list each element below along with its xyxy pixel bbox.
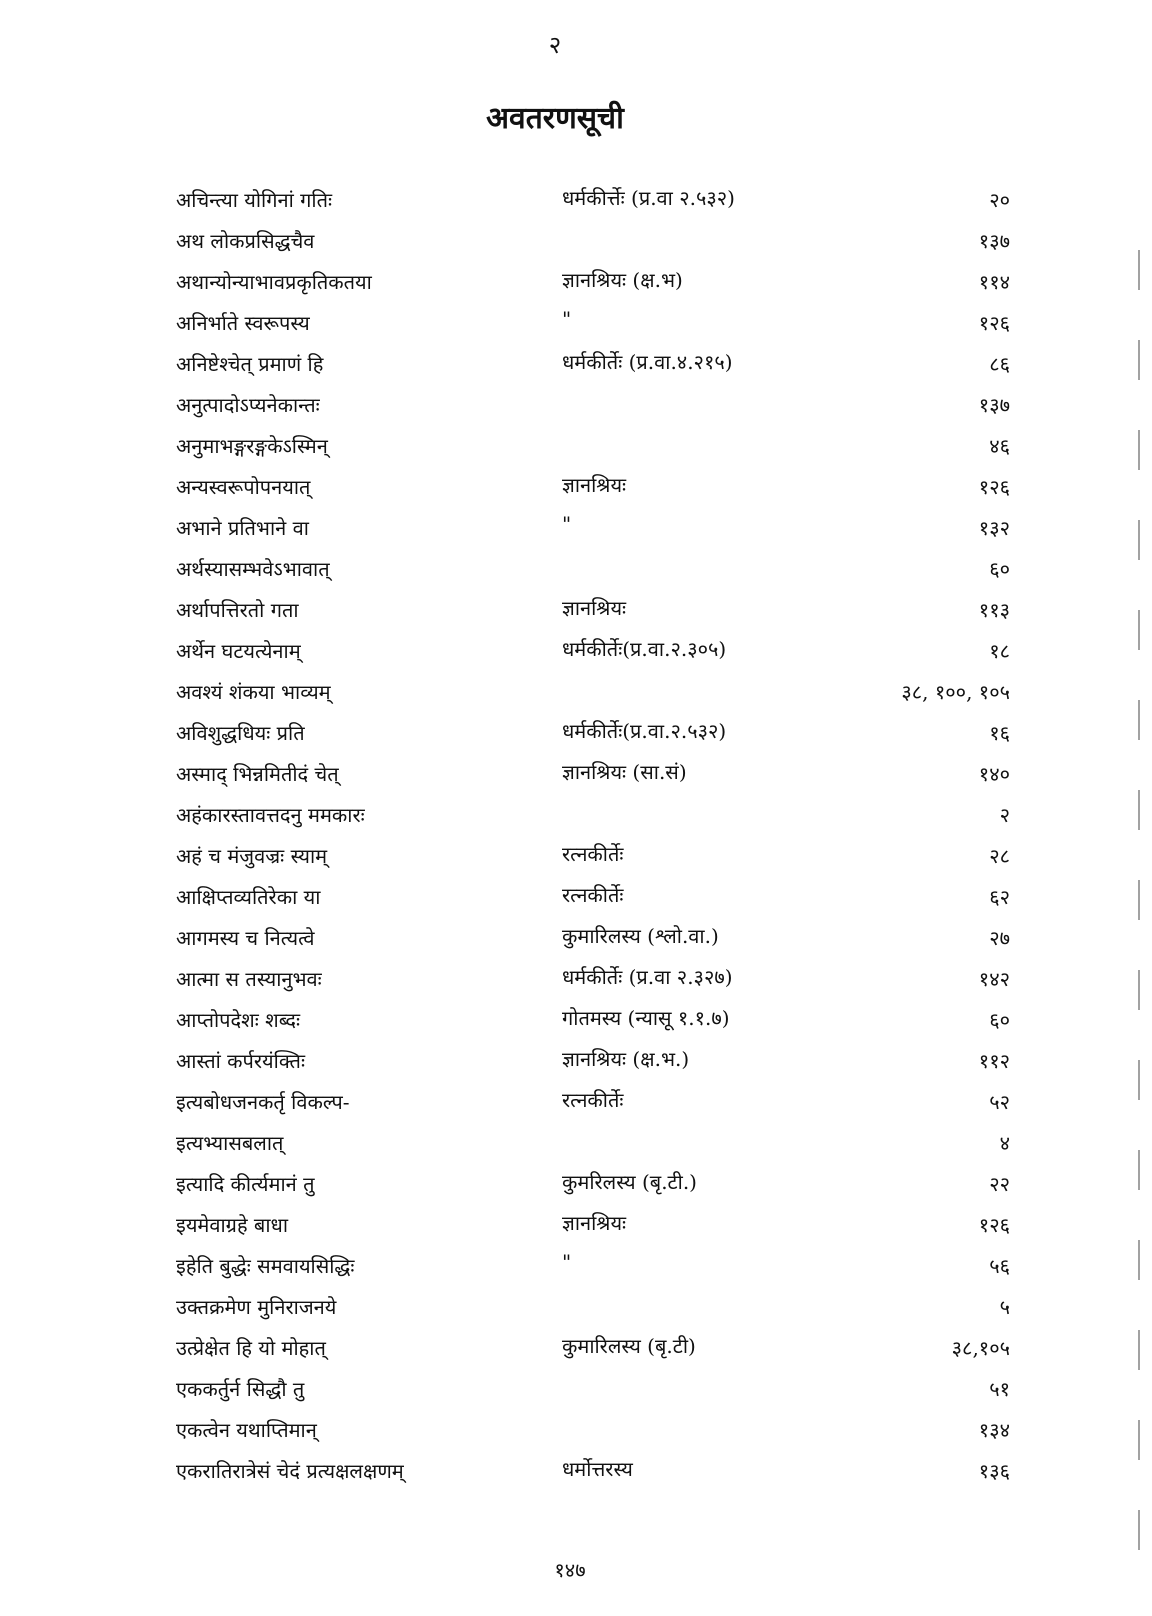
page-reference: २०	[989, 188, 1010, 212]
list-item	[0, 227, 1152, 268]
quotation-text: अस्माद् भिन्नमितीदं चेत्	[176, 762, 339, 786]
quotation-text: उक्तक्रमेण मुनिराजनये	[176, 1295, 337, 1319]
quotation-text: इत्यादि कीर्त्यमानं तु	[176, 1172, 315, 1196]
quotation-source: धर्मकीर्तेः (प्र.वा २.३२७)	[562, 965, 733, 989]
list-item	[0, 1170, 1152, 1211]
quotation-text: अथ लोकप्रसिद्धचैव	[176, 229, 315, 253]
page-reference: १३७	[978, 393, 1010, 417]
quotation-text: अनिष्टेश्चेत् प्रमाणं हि	[176, 352, 324, 376]
page-reference: १३६	[978, 1459, 1010, 1483]
list-item	[0, 1334, 1152, 1375]
page-reference: ५	[999, 1295, 1010, 1319]
quotation-text: एककर्तुर्न सिद्धौ तु	[176, 1377, 305, 1401]
page-reference: ४	[999, 1131, 1010, 1155]
list-item	[0, 760, 1152, 801]
quotation-source: धर्मकीर्तेः(प्र.वा.२.५३२)	[562, 719, 727, 743]
quotation-source: रत्नकीर्तेः	[562, 1088, 624, 1112]
page-reference: १३२	[978, 516, 1010, 540]
quotation-source: कुमारिलस्य (श्लो.वा.)	[562, 924, 719, 948]
list-item	[0, 883, 1152, 924]
quotation-source: "	[562, 512, 572, 536]
page-reference: २८	[989, 844, 1010, 868]
list-item	[0, 596, 1152, 637]
list-item	[0, 350, 1152, 391]
quotation-text: आप्तोपदेशः शब्दः	[176, 1008, 301, 1032]
quotation-text: आगमस्य च नित्यत्वे	[176, 926, 315, 950]
quotation-source: कुमरिलस्य (बृ.टी.)	[562, 1170, 697, 1194]
page-reference: ८६	[989, 352, 1010, 376]
list-item	[0, 473, 1152, 514]
quotation-text: उत्प्रेक्षेत हि यो मोहात्	[176, 1336, 326, 1360]
page-reference: ११३	[978, 598, 1010, 622]
quotation-source: गोतमस्य (न्यासू १.१.७)	[562, 1006, 730, 1030]
list-item	[0, 1252, 1152, 1293]
page-reference: १३४	[978, 1418, 1010, 1442]
page-reference: १२६	[978, 1213, 1010, 1237]
quotation-source: ज्ञानश्रियः (क्ष.भ)	[562, 268, 683, 292]
quotation-text: अथान्योन्याभावप्रकृतिकतया	[176, 270, 372, 294]
quotation-text: इहेति बुद्धेः समवायसिद्धिः	[176, 1254, 355, 1278]
quotation-text: अवश्यं शंकया भाव्यम्	[176, 680, 331, 704]
page-reference: २२	[989, 1172, 1010, 1196]
quotation-source: धर्मकीर्त्तेः (प्र.वा २.५३२)	[562, 186, 735, 210]
quotation-source: धर्मोत्तरस्य	[562, 1457, 633, 1481]
list-item	[0, 1211, 1152, 1252]
quotation-source: ज्ञानश्रियः	[562, 1211, 627, 1235]
list-item	[0, 1375, 1152, 1416]
page-reference: ५१	[989, 1377, 1010, 1401]
page-reference: ११२	[978, 1049, 1010, 1073]
quotation-source: धर्मकीर्तेः (प्र.वा.४.२१५)	[562, 350, 733, 374]
list-item	[0, 719, 1152, 760]
quotation-source: रत्नकीर्तेः	[562, 842, 624, 866]
list-item	[0, 1088, 1152, 1129]
quotation-source: ज्ञानश्रियः	[562, 596, 627, 620]
page-reference: १२६	[978, 311, 1010, 335]
page-reference: ३८,१०५	[951, 1336, 1010, 1360]
list-item	[0, 637, 1152, 678]
quotation-text: आस्तां कर्परयंक्तिः	[176, 1049, 305, 1073]
page-reference: १४०	[978, 762, 1010, 786]
list-item	[0, 309, 1152, 350]
quotation-source: "	[562, 1250, 572, 1274]
quotation-text: आत्मा स तस्यानुभवः	[176, 967, 322, 991]
list-item	[0, 1129, 1152, 1170]
list-item	[0, 1457, 1152, 1498]
quotation-text: अनुमाभङ्गरङ्गकेऽस्मिन्	[176, 434, 328, 458]
quotation-text: इत्यबोधजनकर्तृ विकल्प-	[176, 1090, 350, 1114]
quotation-text: आक्षिप्तव्यतिरेका या	[176, 885, 321, 909]
quotation-source: रत्नकीर्तेः	[562, 883, 624, 907]
page-reference: ५२	[989, 1090, 1010, 1114]
list-item	[0, 186, 1152, 227]
quotation-text: अन्यस्वरूपोपनयात्	[176, 475, 311, 499]
list-item	[0, 268, 1152, 309]
quotation-text: इयमेवाग्रहे बाधा	[176, 1213, 289, 1237]
list-item	[0, 965, 1152, 1006]
page-reference: १८	[989, 639, 1010, 663]
quotation-index-list	[0, 186, 1152, 1498]
list-item	[0, 678, 1152, 719]
quotation-source: धर्मकीर्तेः(प्र.वा.२.३०५)	[562, 637, 727, 661]
quotation-source: ज्ञानश्रियः (सा.सं)	[562, 760, 687, 784]
page-reference: १२६	[978, 475, 1010, 499]
quotation-text: अभाने प्रतिभाने वा	[176, 516, 309, 540]
list-item	[0, 924, 1152, 965]
quotation-text: अनुत्पादोऽप्यनेकान्तः	[176, 393, 320, 417]
quotation-text: अहं च मंजुवज्रः स्याम्	[176, 844, 328, 868]
page-reference: १६	[989, 721, 1010, 745]
list-item	[0, 1293, 1152, 1334]
list-item	[0, 432, 1152, 473]
page-reference: ११४	[978, 270, 1010, 294]
page-title: अवतरणसूची	[486, 101, 624, 136]
page-reference: १४२	[978, 967, 1010, 991]
list-item	[0, 1006, 1152, 1047]
page-reference: ४६	[989, 434, 1010, 458]
list-item	[0, 801, 1152, 842]
page-reference: ६०	[989, 1008, 1010, 1032]
page-reference: २७	[989, 926, 1010, 950]
list-item	[0, 1047, 1152, 1088]
list-item	[0, 391, 1152, 432]
quotation-source: ज्ञानश्रियः (क्ष.भ.)	[562, 1047, 690, 1071]
page-reference: ६२	[989, 885, 1010, 909]
page-reference: ६०	[989, 557, 1010, 581]
page-reference: ३८, १००, १०५	[901, 680, 1010, 704]
quotation-text: अहंकारस्तावत्तदनु ममकारः	[176, 803, 365, 827]
bottom-page-number: १४७	[554, 1558, 586, 1582]
page-reference: २	[999, 803, 1010, 827]
quotation-source: कुमारिलस्य (बृ.टी)	[562, 1334, 696, 1358]
page-reference: ५६	[989, 1254, 1010, 1278]
quotation-text: अनिर्भाते स्वरूपस्य	[176, 311, 310, 335]
scan-edge-mark	[1138, 250, 1140, 1550]
list-item	[0, 1416, 1152, 1457]
quotation-text: अचिन्त्या योगिनां गतिः	[176, 188, 333, 212]
quotation-text: एकरातिरात्रेसं चेदं प्रत्यक्षलक्षणम्	[176, 1459, 404, 1483]
list-item	[0, 555, 1152, 596]
list-item	[0, 842, 1152, 883]
quotation-text: इत्यभ्यासबलात्	[176, 1131, 284, 1155]
quotation-text: अर्थापत्तिरतो गता	[176, 598, 299, 622]
quotation-source: ज्ञानश्रियः	[562, 473, 627, 497]
page-reference: १३७	[978, 229, 1010, 253]
list-item	[0, 514, 1152, 555]
top-page-number: २	[548, 31, 562, 59]
quotation-text: अविशुद्धधियः प्रति	[176, 721, 305, 745]
quotation-text: एकत्वेन यथाप्तिमान्	[176, 1418, 317, 1442]
quotation-text: अर्थस्यासम्भवेऽभावात्	[176, 557, 330, 581]
quotation-text: अर्थेन घटयत्येनाम्	[176, 639, 301, 663]
quotation-source: "	[562, 307, 572, 331]
